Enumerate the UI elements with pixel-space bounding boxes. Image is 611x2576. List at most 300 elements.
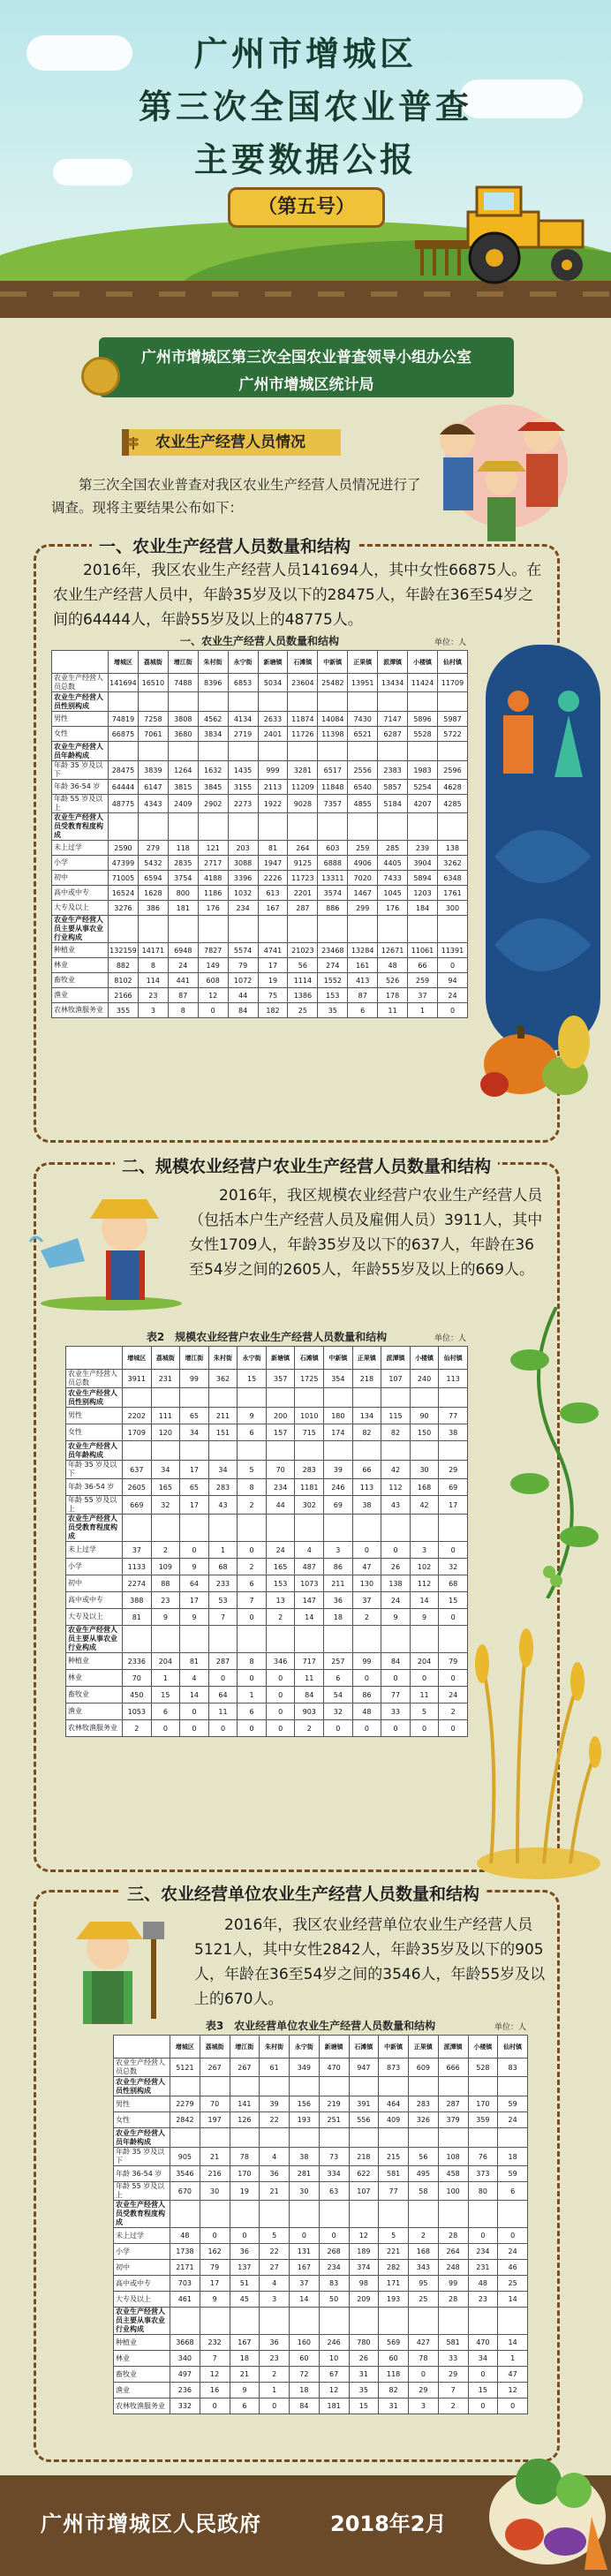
table-cell: 1181	[295, 1479, 324, 1496]
table-cell: 268	[319, 2244, 349, 2260]
table-cell: 189	[349, 2244, 379, 2260]
table-cell: 7357	[318, 795, 348, 813]
table-cell-empty	[228, 916, 258, 943]
table-cell-empty	[198, 916, 228, 943]
table-row	[52, 871, 468, 886]
table-cell: 167	[258, 901, 288, 916]
table-cell: 340	[170, 2351, 200, 2367]
table-cell: 150	[410, 1424, 439, 1441]
table-cell: 86	[352, 1687, 381, 1703]
table-cell: 7147	[378, 712, 408, 727]
row-label: 年龄 35 岁及以下	[114, 2148, 170, 2166]
table-cell-empty	[288, 916, 318, 943]
table-cell: 4	[180, 1670, 209, 1687]
table-cell-empty	[378, 742, 408, 761]
table-cell-empty	[208, 1388, 238, 1408]
table-row	[66, 1370, 468, 1388]
section-2-heading: 二、规模农业经营户农业生产经营人员数量和结构	[115, 1153, 498, 1177]
table-cell: 147	[295, 1592, 324, 1609]
farmer-watering-illustration	[23, 1180, 182, 1312]
row-label: 农业生产经营人员受教育程度构成	[114, 2201, 170, 2228]
table-cell: 50	[319, 2292, 349, 2308]
table-cell: 302	[295, 1496, 324, 1515]
table-cell: 1947	[258, 856, 288, 871]
table-cell: 14	[295, 1609, 324, 1626]
table-cell-empty	[468, 2201, 498, 2228]
table-cell: 5528	[408, 727, 438, 742]
table-cell: 2556	[348, 761, 378, 780]
table-cell: 9	[180, 1559, 209, 1575]
table-cell: 326	[409, 2112, 439, 2128]
table-cell-empty	[498, 2077, 528, 2096]
table-row	[114, 2292, 528, 2308]
table-cell-empty	[180, 1515, 209, 1542]
table-cell: 1761	[437, 886, 467, 901]
table-cell: 99	[438, 2276, 468, 2292]
table-header-cell: 石滩镇	[288, 651, 318, 674]
table-cell: 170	[230, 2166, 260, 2182]
table-cell: 6853	[228, 674, 258, 692]
table-cell-empty	[238, 1388, 267, 1408]
table-cell: 246	[319, 2335, 349, 2351]
table-cell: 0	[439, 1609, 468, 1626]
table-cell-empty	[266, 1626, 295, 1653]
table-cell: 903	[295, 1703, 324, 1720]
table-cell: 5184	[378, 795, 408, 813]
table-title-text: 表3 农业经营单位农业生产经营人员数量和结构	[205, 2020, 436, 2032]
table-cell: 12	[200, 2367, 230, 2383]
org-bureau: 广州市增城区统计局	[238, 376, 374, 394]
row-label: 初中	[114, 2260, 170, 2276]
table-header-row	[114, 2036, 528, 2059]
title-census: 第三次全国农业普查	[138, 87, 472, 126]
table-cell-empty	[151, 1626, 180, 1653]
table-cell: 73	[319, 2148, 349, 2166]
table-cell-empty	[258, 813, 288, 841]
table-cell: 31	[379, 2398, 409, 2414]
table-cell: 1032	[228, 886, 258, 901]
table-cell-empty	[439, 1388, 468, 1408]
vine-illustration	[494, 1307, 600, 1598]
table-row	[114, 2201, 528, 2228]
table-cell: 581	[379, 2166, 409, 2182]
table-cell: 44	[228, 988, 258, 1003]
table-cell: 1632	[198, 761, 228, 780]
table-cell: 34	[151, 1461, 180, 1479]
table-cell: 35	[349, 2383, 379, 2398]
table-cell: 11	[378, 1003, 408, 1018]
table-cell-empty	[258, 692, 288, 712]
table-cell: 81	[180, 1653, 209, 1670]
row-label: 高中或中专	[114, 2276, 170, 2292]
table-cell: 82	[379, 2383, 409, 2398]
org-banner	[99, 337, 514, 397]
table-cell: 11	[208, 1703, 238, 1720]
table-cell: 87	[348, 988, 378, 1003]
table-cell: 72	[290, 2367, 320, 2383]
table-cell: 2401	[258, 727, 288, 742]
table-cell: 283	[409, 2096, 439, 2112]
table-cell: 4	[260, 2276, 290, 2292]
table-cell: 10	[319, 2351, 349, 2367]
table-cell: 174	[324, 1424, 353, 1441]
table-cell: 5254	[408, 780, 438, 795]
table-cell: 526	[378, 973, 408, 988]
table-cell: 6	[498, 2182, 528, 2201]
table-header-row	[66, 1347, 468, 1370]
row-label: 年龄 55 岁及以上	[52, 795, 109, 813]
row-label: 农林牧渔服务业	[52, 1003, 109, 1018]
table-cell: 83	[319, 2276, 349, 2292]
table-cell: 38	[352, 1496, 381, 1515]
table-cell-empty	[349, 2201, 379, 2228]
row-label: 农林牧渔服务业	[114, 2398, 170, 2414]
table-cell: 0	[180, 1720, 209, 1737]
row-label: 农业生产经营人员主要从事农业行业构成	[52, 916, 109, 943]
table-cell: 2113	[258, 780, 288, 795]
table-cell: 43	[208, 1496, 238, 1515]
table-row	[66, 1515, 468, 1542]
table-cell: 153	[318, 988, 348, 1003]
table-cell: 203	[228, 841, 258, 856]
table-cell: 16524	[109, 886, 139, 901]
table-row	[66, 1559, 468, 1575]
table-cell: 458	[438, 2166, 468, 2182]
table-cell: 2383	[378, 761, 408, 780]
row-label: 农业生产经营人员主要从事农业行业构成	[66, 1626, 123, 1653]
wheat-emblem-icon	[81, 357, 120, 396]
table-cell: 5432	[138, 856, 168, 871]
table-cell-empty	[208, 1626, 238, 1653]
table-cell-empty	[208, 1515, 238, 1542]
row-label: 农业生产经营人员总数	[52, 674, 109, 692]
table-cell: 25	[498, 2276, 528, 2292]
table-cell: 51	[230, 2276, 260, 2292]
table-cell: 88	[151, 1575, 180, 1592]
table-cell: 3281	[288, 761, 318, 780]
table-cell: 603	[318, 841, 348, 856]
table-row	[114, 2128, 528, 2148]
table-cell: 113	[352, 1479, 381, 1496]
table-cell-empty	[438, 2077, 468, 2096]
table-cell: 3155	[228, 780, 258, 795]
table-cell: 19	[230, 2182, 260, 2201]
row-label: 年龄 35 岁及以下	[66, 1461, 123, 1479]
table-cell: 283	[295, 1461, 324, 1479]
table-cell: 4	[295, 1542, 324, 1559]
row-label: 农业生产经营人员受教育程度构成	[66, 1515, 123, 1542]
table-cell: 231	[151, 1370, 180, 1388]
table-cell: 0	[439, 1670, 468, 1687]
table-cell: 947	[349, 2059, 379, 2077]
row-label: 男性	[52, 712, 109, 727]
table-cell: 6	[238, 1424, 267, 1441]
table-cell: 14	[498, 2335, 528, 2351]
table-cell: 25	[288, 1003, 318, 1018]
table-cell: 70	[200, 2096, 230, 2112]
row-label: 女性	[66, 1424, 123, 1441]
row-label: 未上过学	[66, 1542, 123, 1559]
table-cell: 197	[200, 2112, 230, 2128]
table-cell: 0	[200, 2398, 230, 2414]
row-label: 年龄 55 岁及以上	[114, 2182, 170, 2201]
table-cell: 15	[349, 2398, 379, 2414]
table-cell-empty	[138, 813, 168, 841]
row-label: 年龄 35 岁及以下	[52, 761, 109, 780]
table-cell: 373	[468, 2166, 498, 2182]
table-cell: 251	[319, 2112, 349, 2128]
row-label: 农林牧渔服务业	[66, 1720, 123, 1737]
row-label: 农业生产经营人员受教育程度构成	[52, 813, 109, 841]
table-cell: 362	[208, 1370, 238, 1388]
data-table	[51, 650, 468, 1018]
vegetables-illustration	[477, 2437, 609, 2576]
table-cell: 0	[352, 1542, 381, 1559]
table-row	[114, 2244, 528, 2260]
table-cell-empty	[180, 1388, 209, 1408]
table-cell: 7	[200, 2351, 230, 2367]
table-cell-empty	[324, 1515, 353, 1542]
table-cell: 15	[468, 2383, 498, 2398]
table-header-cell: 仙村镇	[439, 1347, 468, 1370]
table-cell-empty	[349, 2077, 379, 2096]
table-cell: 9	[200, 2292, 230, 2308]
table-cell-empty	[228, 692, 258, 712]
table-cell: 68	[439, 1575, 468, 1592]
row-label: 年龄 36-54 岁	[66, 1479, 123, 1496]
table-cell: 1435	[228, 761, 258, 780]
table-cell: 79	[228, 958, 258, 973]
table-cell: 66	[408, 958, 438, 973]
table-cell: 9125	[288, 856, 318, 871]
table-cell: 13	[266, 1592, 295, 1609]
table-header-cell: 荔城街	[138, 651, 168, 674]
table-cell-empty	[410, 1388, 439, 1408]
table-cell: 23	[260, 2351, 290, 2367]
table-row	[66, 1575, 468, 1592]
table-cell: 3668	[170, 2335, 200, 2351]
table-cell-empty	[288, 813, 318, 841]
table-cell: 6147	[138, 780, 168, 795]
table-header-cell: 正果镇	[352, 1347, 381, 1370]
table-cell: 0	[439, 1720, 468, 1737]
table-cell: 30	[410, 1461, 439, 1479]
table-cell: 56	[409, 2148, 439, 2166]
table-cell-empty	[318, 916, 348, 943]
table-cell: 0	[410, 1720, 439, 1737]
table-cell: 703	[170, 2276, 200, 2292]
table-cell: 4405	[378, 856, 408, 871]
table-row	[66, 1670, 468, 1687]
table-cell: 9	[381, 1609, 411, 1626]
table-header-cell: 增江街	[168, 651, 198, 674]
table-row	[52, 692, 468, 712]
table-cell: 236	[170, 2383, 200, 2398]
table-cell: 232	[200, 2335, 230, 2351]
table-cell: 8	[238, 1479, 267, 1496]
farmer-tools-illustration	[55, 1913, 178, 2028]
table-cell: 3546	[170, 2166, 200, 2182]
table-cell-empty	[151, 1515, 180, 1542]
table-header-cell: 永宁街	[290, 2036, 320, 2059]
table-cell-empty	[379, 2201, 409, 2228]
table-cell-empty	[437, 813, 467, 841]
table-cell: 450	[123, 1687, 152, 1703]
table-cell-empty	[352, 1441, 381, 1461]
table-cell: 26	[381, 1559, 411, 1575]
table-cell: 5034	[258, 674, 288, 692]
table-cell-empty	[260, 2308, 290, 2335]
table-cell: 48	[468, 2276, 498, 2292]
table-cell: 2226	[258, 871, 288, 886]
table-cell: 13951	[348, 674, 378, 692]
table-row	[114, 2112, 528, 2128]
table-cell-empty	[437, 916, 467, 943]
table-cell-empty	[378, 916, 408, 943]
table-row	[114, 2182, 528, 2201]
table-cell: 3088	[228, 856, 258, 871]
table-row	[52, 973, 468, 988]
table-row	[114, 2166, 528, 2182]
table-cell: 357	[266, 1370, 295, 1388]
table-cell: 6	[238, 1575, 267, 1592]
table-cell: 22	[260, 2244, 290, 2260]
table-cell: 2717	[198, 856, 228, 871]
table-cell: 234	[228, 901, 258, 916]
row-label: 男性	[66, 1408, 123, 1424]
table-cell: 120	[151, 1424, 180, 1441]
wheat-field-illustration	[464, 1625, 606, 1881]
table-cell: 669	[123, 1496, 152, 1515]
table-cell: 8	[238, 1653, 267, 1670]
table-cell: 107	[381, 1370, 411, 1388]
table-cell: 69	[439, 1479, 468, 1496]
table-cell-empty	[170, 2077, 200, 2096]
table-cell: 608	[198, 973, 228, 988]
table-cell: 134	[352, 1408, 381, 1424]
table-cell: 6	[324, 1670, 353, 1687]
table-cell: 37	[408, 988, 438, 1003]
table-cell: 0	[468, 2398, 498, 2414]
table-cell-empty	[295, 1441, 324, 1461]
section-3-paragraph: 2016年，我区农业经营单位农业生产经营人员5121人，其中女性2842人，年龄35岁及以下的905人，年龄在36至54岁之间的3546人，年龄55岁及以上的670人。	[194, 1916, 546, 2008]
table-cell: 2835	[168, 856, 198, 871]
table-cell: 6517	[318, 761, 348, 780]
table-cell: 15	[238, 1370, 267, 1388]
table-row	[66, 1441, 468, 1461]
table-cell: 0	[437, 1003, 467, 1018]
table-unit: 单位：人	[434, 638, 466, 647]
table-cell: 1264	[168, 761, 198, 780]
table-cell: 0	[230, 2228, 260, 2244]
table-cell: 569	[379, 2335, 409, 2351]
table-row	[114, 2059, 528, 2077]
table-cell: 12	[198, 988, 228, 1003]
table-cell: 29	[438, 2367, 468, 2383]
table-header-row	[52, 651, 468, 674]
table-cell-empty	[260, 2128, 290, 2148]
table-cell: 3262	[437, 856, 467, 871]
table-cell: 17	[200, 2276, 230, 2292]
table-cell: 4343	[138, 795, 168, 813]
table-row	[114, 2228, 528, 2244]
table-cell: 3396	[228, 871, 258, 886]
table-cell-empty	[266, 1441, 295, 1461]
table-row	[66, 1496, 468, 1515]
table-cell: 1552	[318, 973, 348, 988]
table-cell: 9	[230, 2383, 260, 2398]
soil-pattern	[0, 291, 611, 297]
table-cell: 470	[319, 2059, 349, 2077]
table-cell-empty	[410, 1441, 439, 1461]
table-cell: 300	[437, 901, 467, 916]
table-cell-empty	[180, 1626, 209, 1653]
table-cell: 22	[260, 2112, 290, 2128]
table-cell: 6	[348, 1003, 378, 1018]
row-label: 大专及以上	[52, 901, 109, 916]
table-cell-empty	[151, 1388, 180, 1408]
table-cell: 1725	[295, 1370, 324, 1388]
table-cell: 5	[260, 2228, 290, 2244]
table-header-cell	[66, 1347, 123, 1370]
table-row	[52, 886, 468, 901]
table-row	[66, 1592, 468, 1609]
table-cell: 2336	[123, 1653, 152, 1670]
table-cell: 27	[260, 2260, 290, 2276]
table-cell: 99	[180, 1370, 209, 1388]
table-cell-empty	[437, 692, 467, 712]
table-row	[114, 2308, 528, 2335]
section-2-paragraph: 2016年，我区规模农业经营户农业生产经营人员（包括本户生产经营人员及雇佣人员）3911人，其中女性1709人，年龄35岁及以下的637人，年龄在36至54岁之间的2605人，年龄55岁及以上的669人。	[189, 1187, 543, 1279]
table-cell: 3815	[168, 780, 198, 795]
table-cell: 470	[468, 2335, 498, 2351]
table-cell: 5121	[170, 2059, 200, 2077]
table-cell: 999	[258, 761, 288, 780]
table-cell: 2202	[123, 1408, 152, 1424]
table-cell: 87	[168, 988, 198, 1003]
table-cell-empty	[319, 2308, 349, 2335]
table-row	[114, 2260, 528, 2276]
table-cell-empty	[319, 2201, 349, 2228]
table-cell: 30	[200, 2182, 230, 2201]
table-cell: 233	[208, 1575, 238, 1592]
table-cell-empty	[468, 2128, 498, 2148]
table-row	[66, 1626, 468, 1653]
table-cell-empty	[230, 2128, 260, 2148]
table-cell: 11391	[437, 943, 467, 958]
table-cell: 7020	[348, 871, 378, 886]
table-cell: 66	[352, 1461, 381, 1479]
table-cell: 32	[151, 1496, 180, 1515]
table-cell: 0	[468, 2228, 498, 2244]
table-cell: 12	[349, 2228, 379, 2244]
table-row	[114, 2383, 528, 2398]
table-cell-empty	[138, 916, 168, 943]
table-cell: 2	[238, 1559, 267, 1575]
table-cell: 204	[151, 1653, 180, 1670]
table-cell: 1983	[408, 761, 438, 780]
table-header-cell: 正果镇	[348, 651, 378, 674]
table-cell: 13434	[378, 674, 408, 692]
row-label: 农业生产经营人员性别构成	[52, 692, 109, 712]
table-cell: 287	[288, 901, 318, 916]
table-cell-empty	[170, 2128, 200, 2148]
table-cell: 2	[260, 2367, 290, 2383]
table-header-cell: 中新镇	[324, 1347, 353, 1370]
table-cell: 3	[138, 1003, 168, 1018]
table-cell: 6	[151, 1703, 180, 1720]
table-cell: 181	[319, 2398, 349, 2414]
